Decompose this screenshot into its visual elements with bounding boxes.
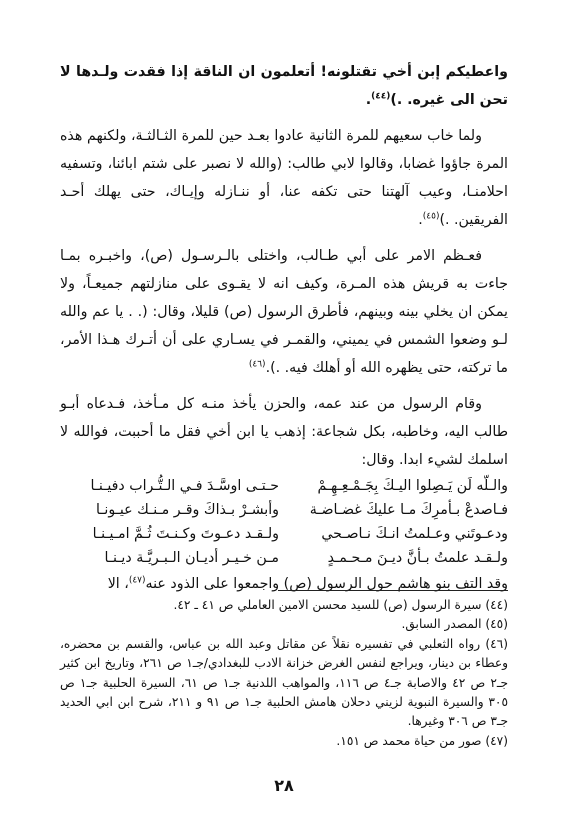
poem — [60, 474, 508, 570]
footnote-46: (٤٦) رواه الثعلبي في تفسيره نقلاً عن مقاتل وعبد الله بن عباس، والقسم بن محضره، وعطاء بن دينار، ويراجع لنفس الغرض خزانة الادب للبغدادي/جـ١ ص ٢٦١، وتاريخ ابن كثير جـ٢ ص ٤٢ والاصابة جـ٤ ص ١١٦، والمواهب اللدنية جـ١ ص ٦١، السيرة الحلبية جـ١ ص ٣٠٥ والسيرة النبوية لزيني دحلان هامش الحلبية جـ١ ص ٩١ و ٢١١، شرح ابن ابي الحديد جـ٣ ص ٣٠٦ وغيرها. — [60, 636, 509, 729]
poem-verse — [60, 474, 508, 498]
paragraph-3 — [60, 242, 508, 382]
footnote-ref-45: (٤٥) — [422, 211, 440, 222]
verse-first-hemistich: فـاصدعْ بـأمرِكَ مـا عليكَ غضـاضـة — [309, 502, 508, 518]
paragraph-1: واعطيكم إبن أخي تقتلونه! أتعلمون ان الناقة إذا فقدت ولـدها لا تحن الى غيره. .)$^{(٤٤)}$. — [60, 64, 508, 108]
paragraph-2-text: ولما خاب سعيهم للمرة الثانية عادوا بعـد حين للمرة الثـالثـة، ولكنهم هذه المرة جاؤوا غضابا، وقالوا لابي طالب: (والله لا نصبر على شتم ابائنا، وتسفيه احلامنـا، وعيب آلهتنا حتى تكفه عنا، أو ننـازله وإيـاك، حتى يهلك أحـد الفريقين. .) — [60, 128, 508, 228]
footnote-ref-47: (٤٧) — [128, 575, 146, 586]
footnotes — [60, 596, 508, 751]
footnote-45: (٤٥) المصدر السابق. — [401, 617, 508, 632]
verse-second-hemistich: ولـقـد دعـوتَ وكـنـتَ ثُـمَّ امـيـنـا — [92, 526, 279, 542]
footnote-ref-44: (٤٤) — [371, 91, 391, 102]
verse-second-hemistich: مـن خـيـر أديـان الـبـريَّـة ديـنـا — [104, 550, 279, 566]
verse-first-hemistich: والـلّه لَن يَـصِلوا اليـكَ بِجَـمْـعِـهِـمْ — [317, 478, 508, 494]
verse-first-hemistich: ولـقـد علمتُ بـأنَّ ديـنَ مـحـمـدٍ — [327, 550, 508, 566]
verse-second-hemistich: حـتـى اوسَّـدَ فـي الـتُّـراب دفيـنـا — [90, 478, 279, 494]
paragraph-1-text: واعطيكم إبن أخي تقتلونه! أتعلمون ان الناقة إذا فقدت ولـدها لا تحن الى غيره. .) — [60, 64, 508, 108]
page-body — [60, 58, 508, 598]
closing-text: وقد التف بنو هاشم حول الرسول (ص) واجمعوا على الذود عنه — [145, 576, 508, 592]
main-text — [60, 58, 508, 474]
closing-line — [60, 570, 508, 598]
footnote-ref-46: (٤٦) — [248, 359, 266, 370]
verse-first-hemistich: ودعـوتَني وعـلمتُ انـكَ نـاصـحي — [321, 526, 508, 542]
paragraph-5 — [60, 570, 508, 598]
verse-second-hemistich: وأبشـرْ بـذاكَ وقـر مـنـك عيـونـا — [95, 502, 279, 518]
footnote-divider — [278, 590, 508, 591]
footnote-47: (٤٧) صور من حياة محمد ص ١٥١. — [336, 733, 508, 748]
poem-verse — [60, 546, 508, 570]
page-number: ٢٨ — [274, 776, 294, 795]
closing-tail: ، الا — [107, 576, 129, 592]
paragraph-2: ولما خاب سعيهم للمرة الثانية عادوا بعـد حين للمرة الثـالثـة، ولكنهم هذه المرة جاؤوا غضابا، وقالوا لابي طالب: (والله لا نصبر على شتم ابائنا، وتسفيه احلامنـا، وعيب آلهتنا حتى تكفه عنا، أو ننـازله وإيـاك، حتى يهلك أحـد الفريقين. .)$^{(٤٥)}$. — [60, 128, 508, 228]
poem-verse — [60, 522, 508, 546]
paragraph-3-text: فعـظم الامر على أبي طـالب، واختلى بالـرسـول (ص)، واخبـره بمـا جاءت به قريش هذه المـرة، وكيف انه لا يقـوى على منازلتهم جميعـاً، ولا يمكن ان يخلي بينه وبينهم، فأطرق الرسول (ص) قليلا، وقال: (. . يا عم والله لـو وضعوا الشمس في يميني، والقمـر في يسـاري على أن أتـرك هـذا الأمر، ما تركته، حتى يظهره الله أو أهلك فيه. .). — [60, 248, 508, 376]
poem-verse — [60, 498, 508, 522]
footnote-44: (٤٤) سيرة الرسول (ص) للسيد محسن الامين العاملي ص ٤١ ـ ٤٢. — [173, 598, 508, 612]
paragraph-4: وقام الرسول من عند عمه، والحزن يأخذ منـه كل مـأخذ، فـدعاه أبـو طالب اليه، وخاطبه، بكل شجاعة: إذهب يا ابن أخي فقل ما أحببت، فوالله لا اسلمك لشيء ابدا. وقال: — [60, 396, 508, 468]
